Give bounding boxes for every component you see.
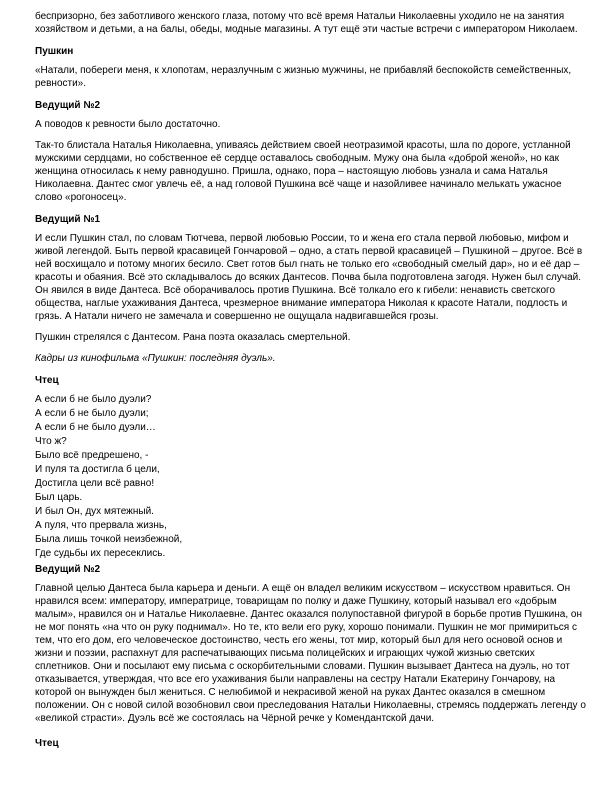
poem-line: Что ж? <box>35 436 67 447</box>
speaker-host-1: Ведущий №1 <box>35 214 101 225</box>
paragraph-natalia: Так-то блистала Наталья Николаевна, упиваясь действием своей неотразимой красоты, шла по дороге, устланной мужскими сердцами, но собственное её сердце оставалось свободным. Мужу она была «доброй женой», но как женщина относилась к нему равнодушно. Пришла, однако, пора – настоящую любовь узнала и сама Наталья Николаевна. Дантес смог увлечь её, а над головой Пушкина всё чаще и назойливее начинало мелькать ужасное слово «рогоносец». <box>35 140 571 203</box>
speaker-host-2: Ведущий №2 <box>35 100 101 111</box>
poem-line: И был Он, дух мятежный. <box>35 506 154 517</box>
speaker-reader: Чтец <box>35 375 59 386</box>
document-page <box>35 10 587 750</box>
speaker-host-2b: Ведущий №2 <box>35 564 101 575</box>
poem-line: А если б не было дуэли… <box>35 422 156 433</box>
paragraph-dantes: Главной целью Дантеса была карьера и деньги. А ещё он владел великим искусством – искусством нравиться. Он нравился всем: императору, императрице, товарищам по полку и даже Пушкину, который называл его «добрым малым», нравился он и Натальe Николаевне. Дантес оказался полупоставной фигурой в борьбе против Пушкина, он не мог понять «на что он руку поднимал». Но те, кто вели его руку, хорошо понимали. Пушкин не мог примириться с тем, что его дом, его человеческое достоинство, честь его жены, тот мир, который был для него основой основ и жизни и поэзии, распахнут для распечатывающих письма полицейских и играющих чужой жизнью светских сплетников. Они и посылают ему письма с оскорбительными словами. Пушкин вызывает Дантеса на дуэль, но тот отказывается, утверждая, что все его ухаживания были направлены на сестру Натали Екатерину Гончарову, на которой он вынужден был жениться. С нелюбимой и некрасивой женой на руках Дантес оказался в смешном положении. Он с новой силой возобновил свои преследования Натальи Николаевны, стремясь поддержать легенду о «великой страсти». Дуэль всё же состоялась на Чёрной речке у Комендантской дачи. <box>35 583 586 724</box>
poem-line: И пуля та достигла б цели, <box>35 464 160 475</box>
paragraph-duel: Пушкин стрелялся с Дантесом. Рана поэта оказалась смертельной. <box>35 332 351 343</box>
paragraph-legend: И если Пушкин стал, по словам Тютчева, первой любовью России, то и жена его стала первой любовью, мифом и живой легендой. Быть первой красавицей Гончаровой – одно, а стать первой красавицей – Пушкиной – другое. Всё в ней восхищало и потому многих бесило. Свет готов был гнать не только его «свободный смелый дар», но и её дар – красоты и обаяния. Всё это складывалось до всяких Дантесов. Почва была подготовлена загодя. Нужен был случай. Он явился в виде Дантеса. Всё оборачивалось против Пушкина. Всё толкало его к гибели: ненависть светского общества, наглые ухаживания Дантеса, чрезмерное внимание императора Николая к красоте Натали, подлость и грязь. А Натали ничего не замечала и совершенно не ощущала надвигавшейся грозы. <box>35 233 583 322</box>
quote-pushkin: «Натали, побереги меня, к хлопотам, неразлучным с жизнью мужчины, не прибавляй беспокойств семейственных, ревности». <box>35 65 572 89</box>
poem-line: А пуля, что прервала жизнь, <box>35 520 167 531</box>
speaker-pushkin: Пушкин <box>35 46 74 57</box>
poem <box>35 393 587 561</box>
poem-line: Была лишь точкой неизбежной, <box>35 534 183 545</box>
poem-line: Был царь. <box>35 492 83 503</box>
speaker-reader-2: Чтец <box>35 738 59 749</box>
film-caption: Кадры из кинофильма «Пушкин: последняя дуэль». <box>35 353 276 364</box>
paragraph-jealousy: А поводов к ревности было достаточно. <box>35 119 221 130</box>
poem-line: Где судьбы их пересеклись. <box>35 548 166 559</box>
poem-line: Достигла цели всё равно! <box>35 478 155 489</box>
poem-line: А если б не было дуэли; <box>35 408 149 419</box>
poem-line: Было всё предрешено, - <box>35 450 149 461</box>
poem-line: А если б не было дуэли? <box>35 394 152 405</box>
paragraph-intro: беспризорно, без заботливого женского глаза, потому что всё время Натальи Николаевны уходило не на занятия хозяйством и детьми, а на балы, обеды, модные магазины. А тут ещё эти частые встречи с императором Николаем. <box>35 11 578 35</box>
